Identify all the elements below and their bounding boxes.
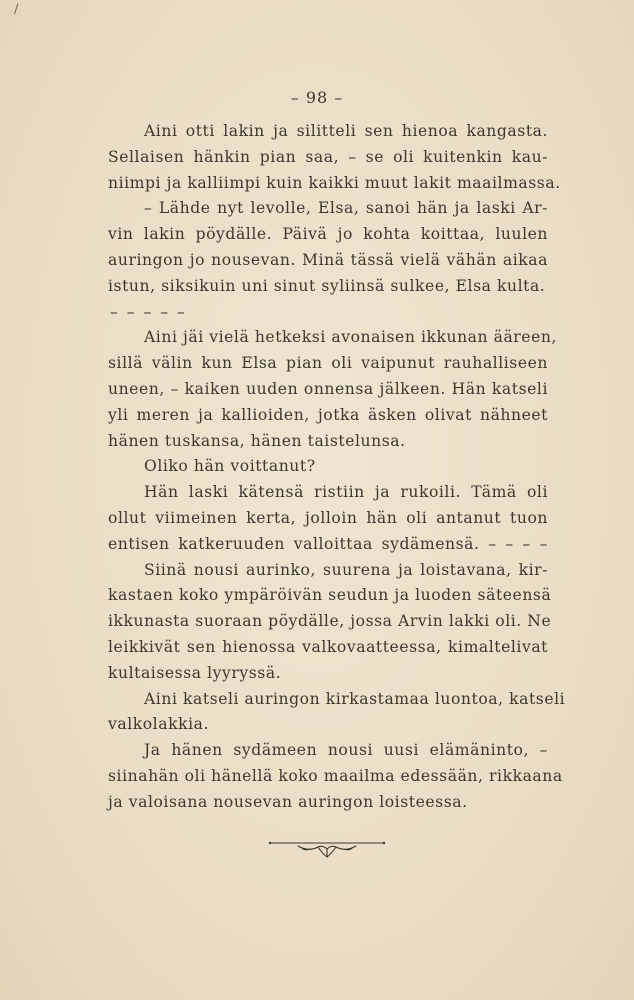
text-line: kultaisessa lyyryssä. [108, 663, 282, 682]
text-line: Oliko hän voittanut? [144, 457, 316, 476]
text-line: valkolakkia. [108, 715, 209, 734]
section-break-dashes: – – – – – [110, 302, 187, 321]
text-line: – Lähde nyt levolle, Elsa, sanoi hän ja laski Ar- [144, 199, 548, 218]
text-line: Aini otti lakin ja silitteli sen hienoa kangasta. [144, 122, 548, 140]
text-line: vin lakin pöydälle. Päivä jo kohta koittaa, luulen [108, 225, 548, 244]
tailpiece-ornament-icon [268, 836, 386, 862]
text-line: Sellaisen hänkin pian saa, – se oli kuitenkin kau- [108, 147, 548, 166]
text-line: Aini katseli auringon kirkastamaa luontoa, katseli [144, 689, 566, 708]
page-number: – 98 – [290, 88, 344, 107]
text-line: kastaen koko ympäröivän seudun ja luoden säteensä [108, 586, 552, 605]
text-line: Hän laski kätensä ristiin ja rukoili. Tämä oli [144, 483, 548, 502]
text-line: sillä välin kun Elsa pian oli vaipunut rauhalliseen [108, 354, 548, 373]
text-line: Ja hänen sydämeen nousi uusi elämäninto, – [144, 741, 548, 760]
text-line: ollut viimeinen kerta, jolloin hän oli antanut tuon [108, 508, 548, 527]
text-line: auringon jo nousevan. Minä tässä vielä vähän aikaa [108, 250, 548, 269]
text-line: siinahän oli hänellä koko maailma edessään, rikkaana [108, 766, 563, 785]
text-line: ja valoisana nousevan auringon loisteessa. [108, 792, 468, 811]
text-line: istun, siksikuin uni sinut syliinsä sulkee, Elsa kulta. [108, 276, 546, 295]
body-text [108, 119, 566, 816]
text-line: niimpi ja kalliimpi kuin kaikki muut lakit maailmassa. [108, 173, 561, 192]
text-line: Siinä nousi aurinko, suurena ja loistavana, kir- [144, 560, 548, 579]
text-line: uneen, – kaiken uuden onnensa jälkeen. Hän katseli [108, 379, 548, 398]
text-line: Aini jäi vielä hetkeksi avonaisen ikkunan ääreen, [144, 328, 557, 347]
text-line: hänen tuskansa, hänen taistelunsa. [108, 431, 406, 450]
text-line: leikkivät sen hienossa valkovaatteessa, kimaltelivat [108, 637, 548, 656]
text-line: entisen katkeruuden valloittaa sydämensä. – – – – [108, 534, 548, 553]
text-line: yli meren ja kallioiden, jotka äsken olivat nähneet [108, 405, 548, 424]
text-line: ikkunasta suoraan pöydälle, jossa Arvin lakki oli. Ne [108, 612, 552, 631]
pencil-mark: / [14, 2, 19, 17]
